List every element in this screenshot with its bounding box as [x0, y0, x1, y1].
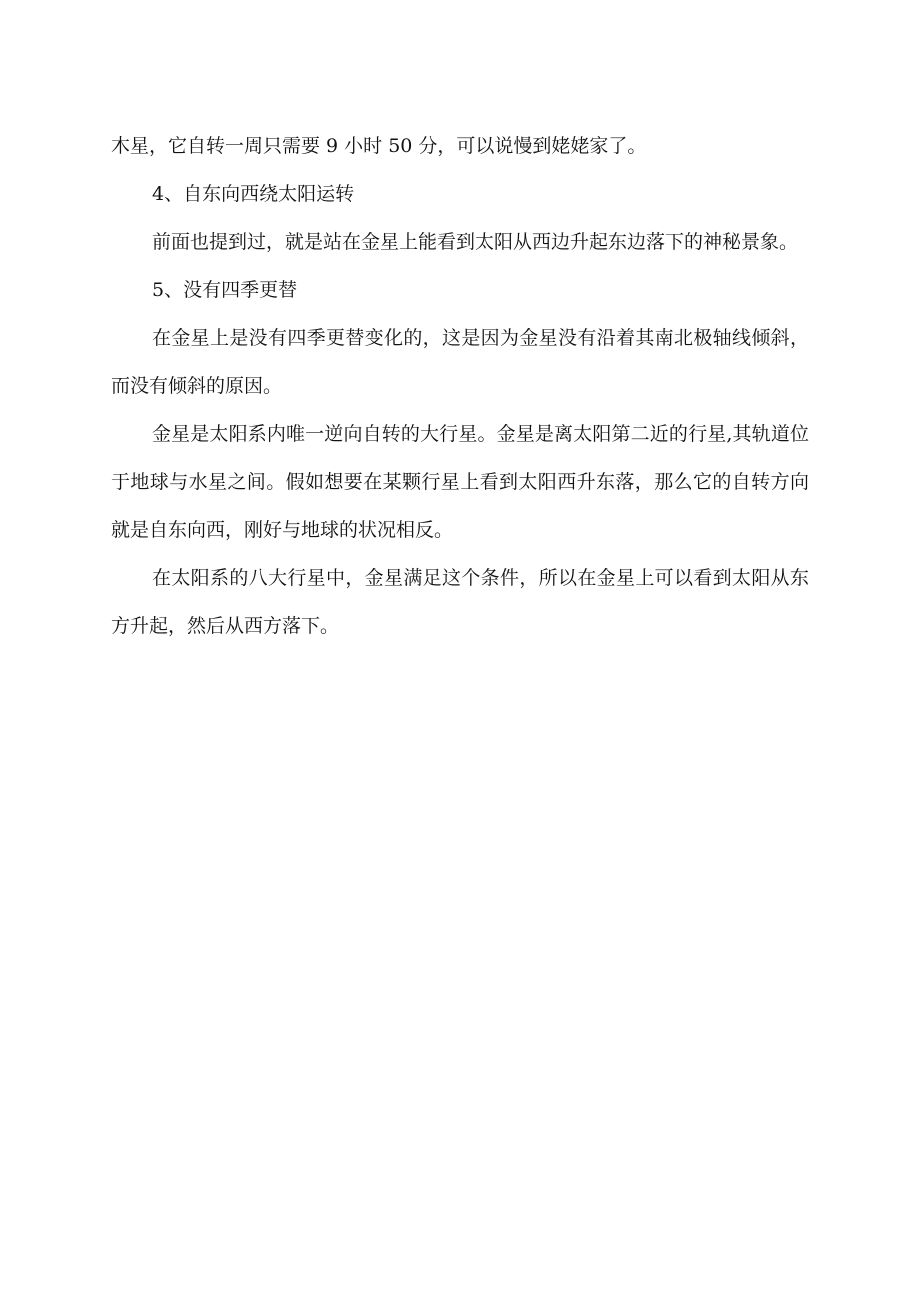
paragraph-eight-planets: 在太阳系的八大行星中，金星满足这个条件，所以在金星上可以看到太阳从东方升起，然后从西方落下。 — [111, 567, 809, 637]
paragraph-no-seasons: 在金星上是没有四季更替变化的，这是因为金星没有沿着其南北极轴线倾斜，而没有倾斜的原因。 — [111, 327, 809, 397]
paragraph-retrograde-rotation: 金星是太阳系内唯一逆向自转的大行星。金星是离太阳第二近的行星,其轨道位于地球与水星之间。假如想要在某颗行星上看到太阳西升东落，那么它的自转方向就是自东向西，刚好与地球的状况相反。 — [111, 423, 809, 541]
heading-no-seasons: 5、没有四季更替 — [152, 279, 298, 301]
document-body — [111, 122, 809, 650]
paragraph-sun-rises-west: 前面也提到过，就是站在金星上能看到太阳从西边升起东边落下的神秘景象。 — [152, 231, 799, 253]
paragraph-jupiter-rotation: 木星，它自转一周只需要 9 小时 50 分，可以说慢到姥姥家了。 — [111, 135, 647, 157]
heading-east-to-west: 4、自东向西绕太阳运转 — [152, 183, 355, 205]
